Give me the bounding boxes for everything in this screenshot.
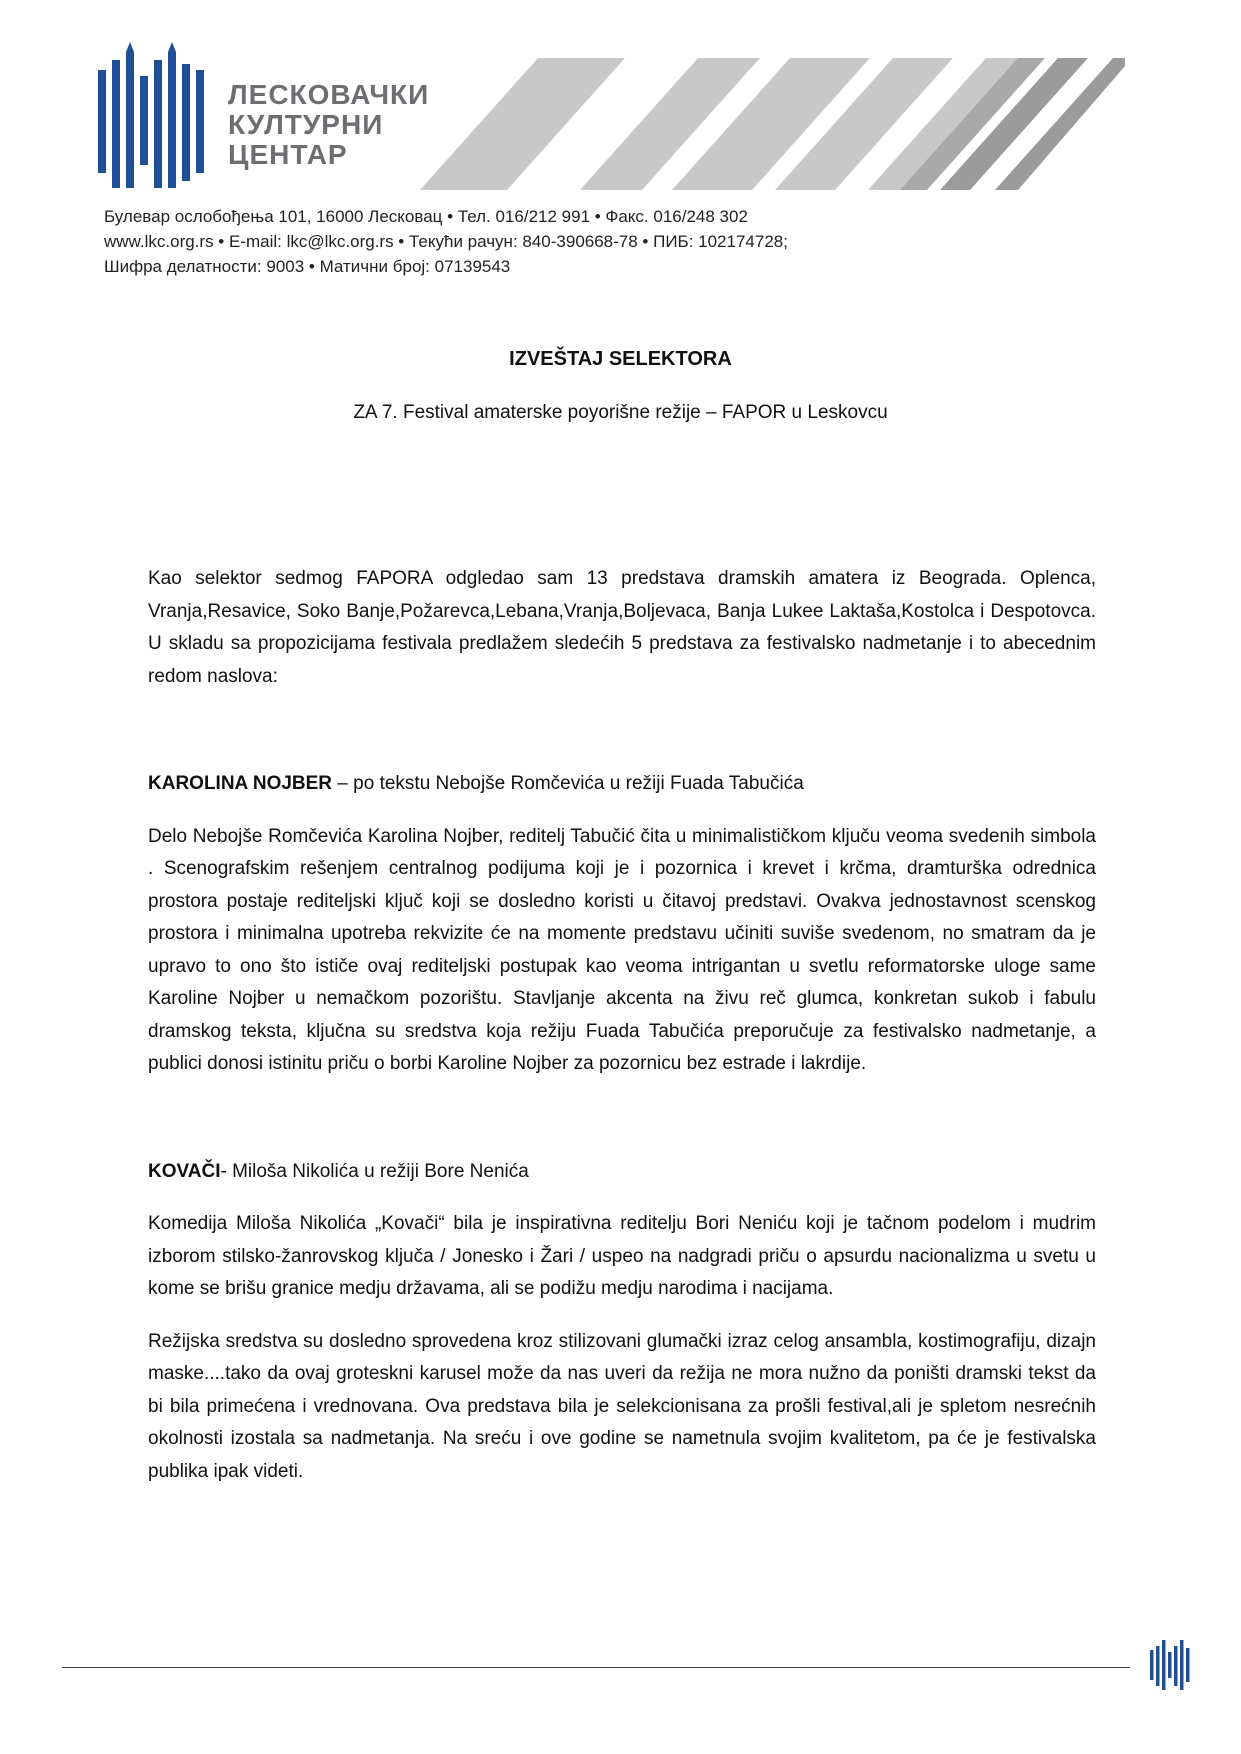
address-line: Булевар ослобођења 101, 16000 Лесковац • Тел. 016/212 991 • Факс. 016/248 302 <box>104 207 748 226</box>
section-heading <box>148 768 1096 801</box>
org-name-line: ЛЕСКОВАЧКИ <box>228 79 430 110</box>
document-subtitle: ZA 7. Festival amaterske poyorišne režije – FAPOR u Leskovcu <box>353 402 888 423</box>
logo-icon <box>98 42 208 188</box>
section-title: KOVAČI <box>148 1160 221 1182</box>
document-body <box>148 563 1096 1488</box>
footer-divider <box>62 1667 1130 1668</box>
intro-paragraph: Kao selektor sedmog FAPORA odgledao sam 13 predstava dramskih amatera iz Beograda. Oplenca, Vranja,Resavice, Soko Banje,Požarevca,Lebana,Vranja,Boljevaca, Banja Lukee Laktaša,Kostolca i Despotovca. U skladu sa propozicijama festivala predlažem sledećih 5 predstava za festivalsko nadmetanje i to abecednim redom naslova: <box>148 568 1096 687</box>
footer-logo-icon <box>1150 1638 1192 1690</box>
org-name-line: КУЛТУРНИ <box>228 109 384 140</box>
document-title: IZVEŠTAJ SELEKTORA <box>509 348 732 370</box>
address-block <box>104 204 788 279</box>
section-subtitle: – po tekstu Nebojše Romčevića u režiji Fuada Tabučića <box>332 773 804 794</box>
section-subtitle: - Miloša Nikolića u režiji Bore Nenića <box>220 1160 529 1182</box>
org-name-line: ЦЕНТАР <box>228 139 348 170</box>
section-paragraph: Delo Nebojše Romčevića Karolina Nojber, reditelj Tabučić čita u minimalističkom ključu veoma svedenih simbola . Scenografskim rešenjem centralnog podijuma koji je i pozornica i krevet i krčma, dramturška odrednica prostora postaje rediteljski ključ koji se dosledno koristi u čitavoj predstavi. Ovakva jednostavnost scenskog prostora i minimalna upotreba rekvizite će na momente predstavu učiniti suviše svedenom, no smatram da je upravo to ono što ističe ovaj rediteljski postupak kao veoma intrigantan u svetlu reformatorske uloge same Karoline Nojber u nemačkom pozorištu. Stavljanje akcenta na živu reč glumca, konkretan sukob i fabulu dramskog teksta, ključna su sredstva koja režiju Fuada Tabučića preporučuje za festivalsko nadmetanje, a publici donosi istinitu priču o borbi Karoline Nojber za pozornicu bez estrade i lakrdije. <box>148 825 1096 1074</box>
section-paragraph: Komedija Miloša Nikolića „Kovači“ bila je inspirativna reditelju Bori Neniću koji je tačnom podelom i mudrim izborom stilsko-žanrovskog ključa / Jonesko i Žari / uspeo na nadgradi priču o apsurdu nacionalizma u svetu u kome se brišu granice medju državama, ali se podižu medju narodima i nacijama. <box>148 1213 1096 1299</box>
header-stripes-decoration <box>420 58 1125 190</box>
section-paragraph: Režijska sredstva su dosledno sprovedena kroz stilizovani glumački izraz celog ansambla, kostimografiju, dizajn maske....tako da ovaj groteskni karusel može da nas uveri da režija ne mora nužno da poništi dramski tekst da bi bila primećena i vrednovana. Ova predstava bila je selekcionisana za prošli festival,ali je spletom nesrećnih okolnosti izostala sa nadmetanja. Na sreću i ove godine se nametnula svojim kvalitetom, pa će je festivalska publika ipak videti. <box>148 1330 1096 1482</box>
section-heading <box>148 1156 1096 1189</box>
org-name <box>228 80 429 170</box>
address-line: www.lkc.org.rs • E-mail: lkc@lkc.org.rs • Текући рачун: 840-390668-78 • ПИБ: 102174728; <box>104 232 788 251</box>
section-title: KAROLINA NOJBER <box>148 773 333 794</box>
address-line: Шифра делатности: 9003 • Матични број: 07139543 <box>104 257 511 276</box>
